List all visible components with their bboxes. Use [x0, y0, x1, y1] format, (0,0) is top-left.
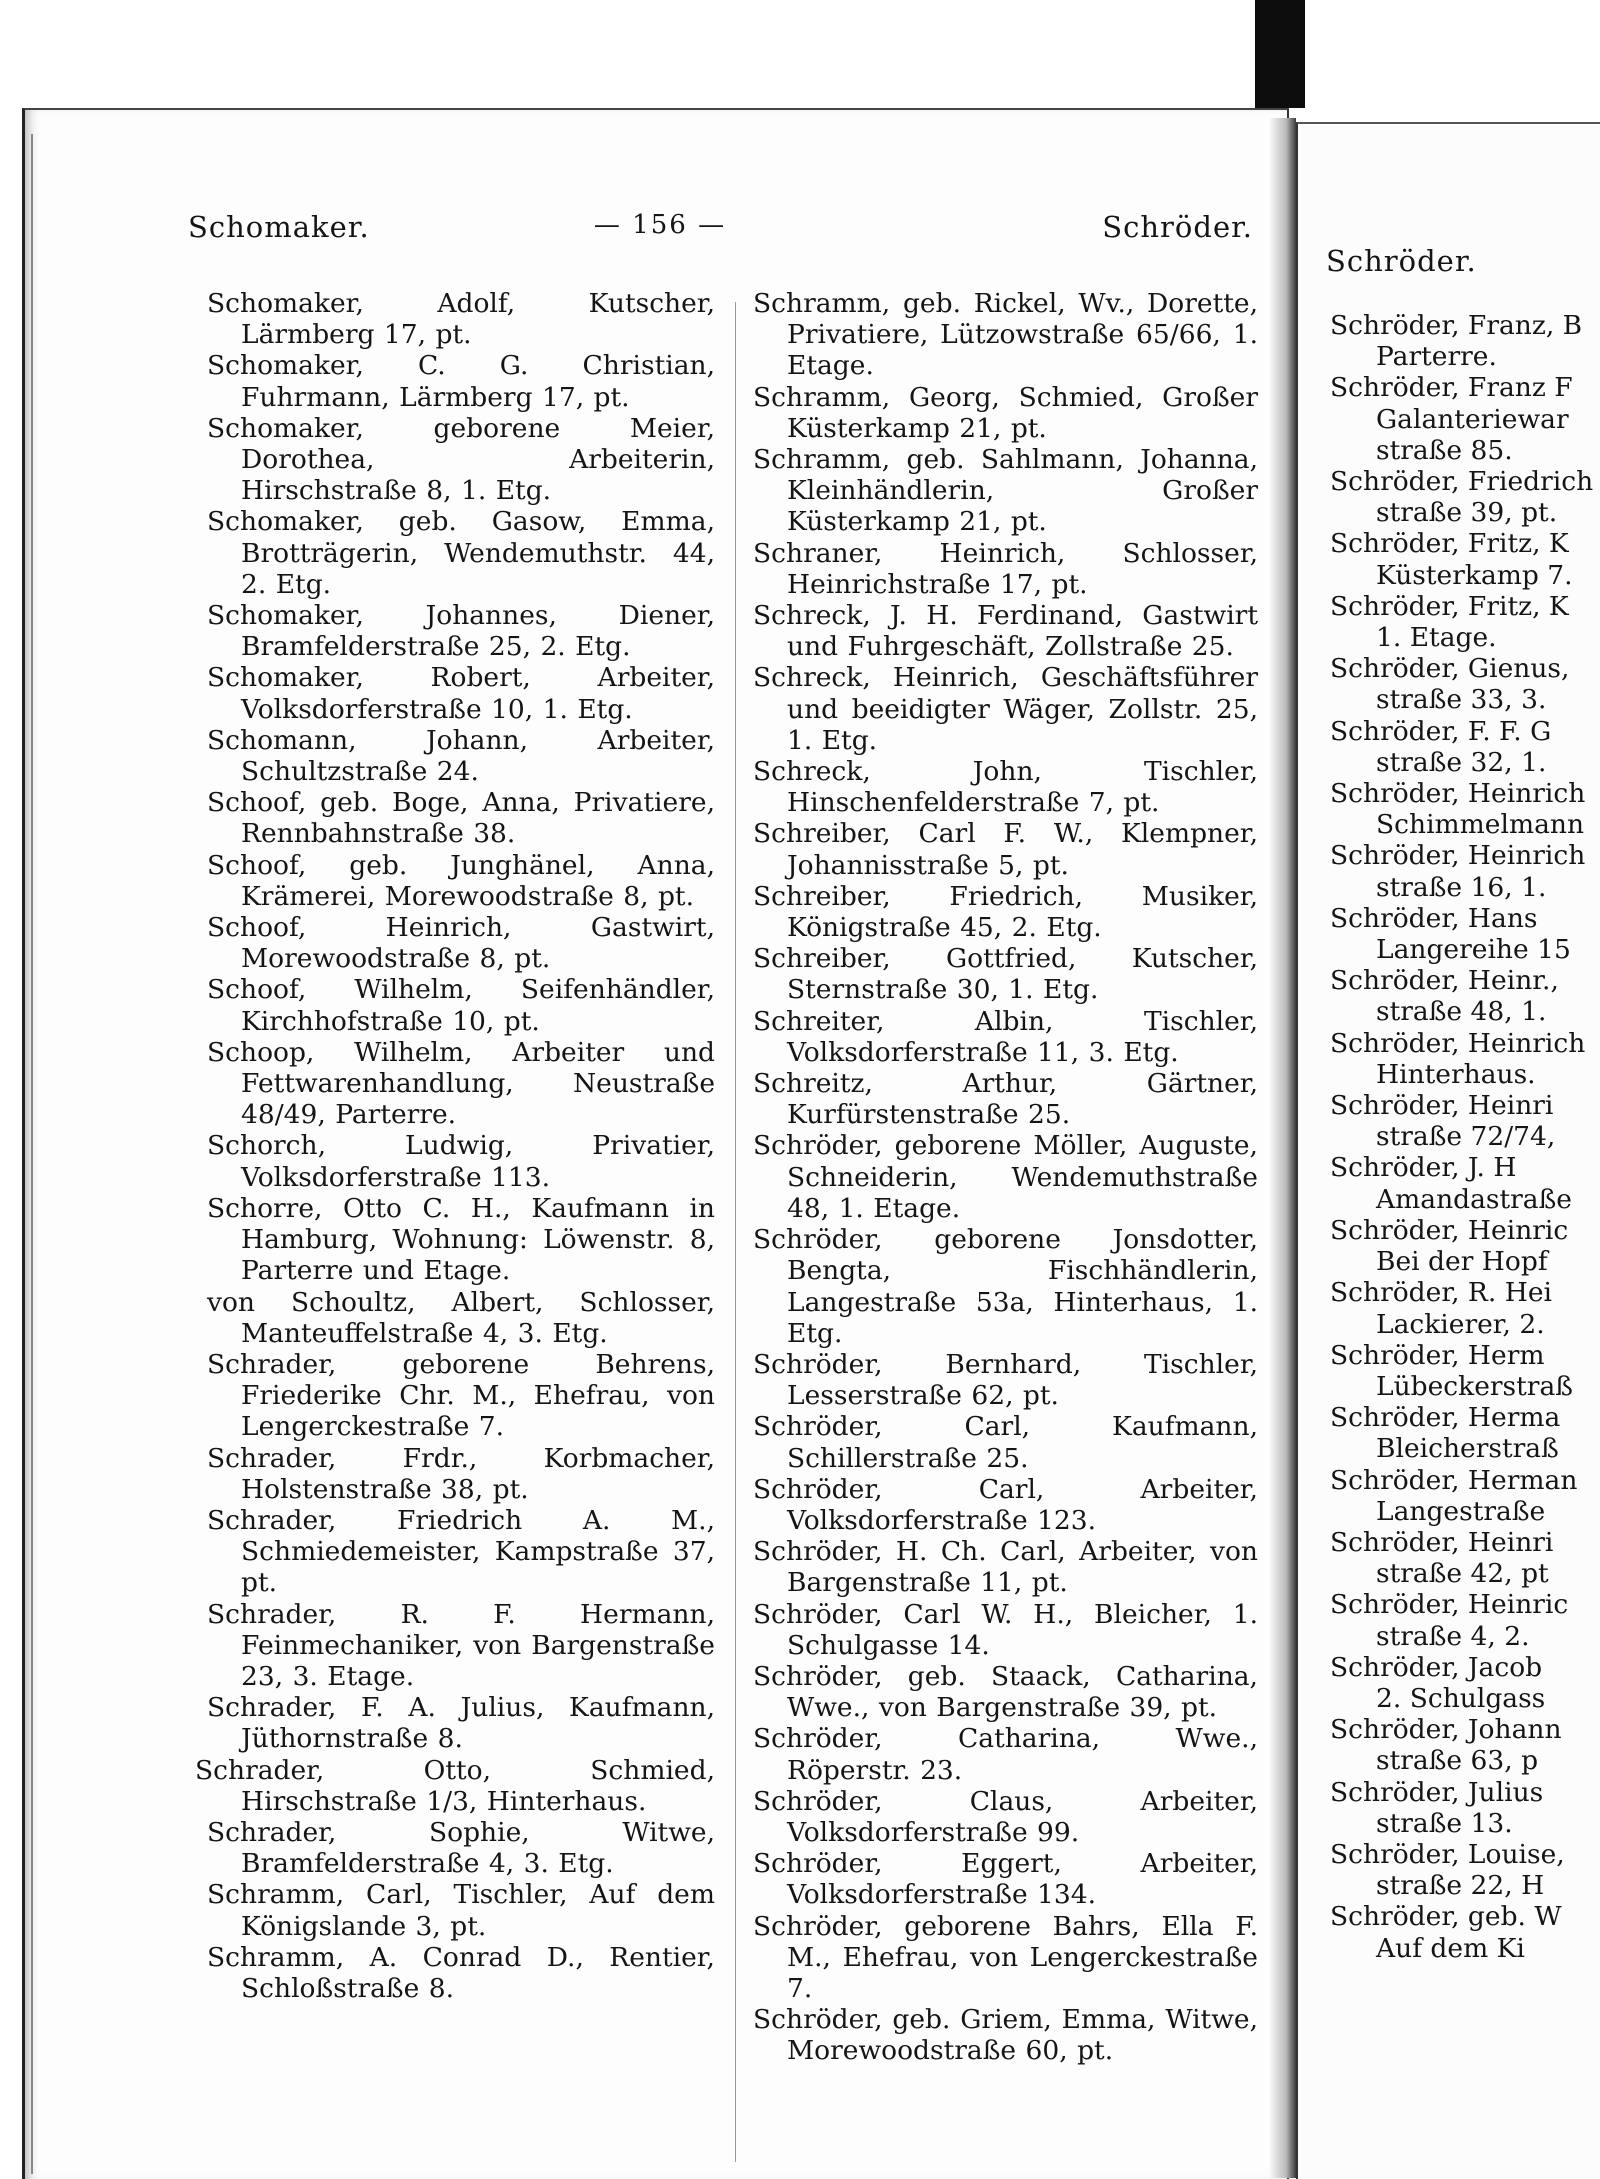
directory-entry: Schreck, J. H. Ferdinand, Gastwirt und Fuhrgeschäft, Zollstraße 25. — [753, 600, 1258, 663]
adjacent-entry-line: Parterre. — [1376, 341, 1497, 373]
adjacent-entry-line: Schröder, Franz F — [1330, 372, 1573, 404]
directory-entry: Schomaker, Robert, Arbeiter, Volksdorferstraße 10, 1. Etg. — [207, 662, 715, 725]
directory-entry: Schreiter, Albin, Tischler, Volksdorferstraße 11, 3. Etg. — [753, 1005, 1258, 1068]
adjacent-entry-line: Schröder, Heinri — [1330, 1090, 1554, 1122]
book-gutter — [1268, 118, 1296, 2178]
directory-entry: Schorch, Ludwig, Privatier, Volksdorferstraße 113. — [207, 1130, 715, 1193]
adjacent-entry-line: straße 13. — [1376, 1807, 1513, 1839]
adjacent-entry-line: Schröder, Heinrich — [1330, 1027, 1586, 1059]
directory-entry: Schramm, A. Conrad D., Rentier, Schloßstraße 8. — [207, 1941, 715, 2004]
adjacent-entry-line: Schröder, Herm — [1330, 1339, 1545, 1371]
adjacent-entry-line: Lackierer, 2. — [1376, 1308, 1545, 1340]
column-divider — [735, 302, 736, 2162]
adjacent-entry-line: Schröder, Heinrich — [1330, 778, 1586, 810]
directory-entry: Schröder, Carl W. H., Bleicher, 1. Schulgasse 14. — [753, 1598, 1258, 1661]
adjacent-entry-line: Schröder, Hans — [1330, 902, 1538, 934]
adjacent-entry-line: straße 33, 3. — [1376, 684, 1547, 716]
adjacent-entry-line: Schröder, Heinri — [1330, 1526, 1554, 1558]
adjacent-entry-line: Schröder, Fritz, K — [1330, 590, 1569, 622]
adjacent-entry-line: Schröder, Johann — [1330, 1714, 1562, 1746]
adjacent-entry-line: Schröder, Louise, — [1330, 1838, 1565, 1870]
adjacent-entry-line: straße 42, pt — [1376, 1558, 1549, 1590]
adjacent-entry-line: Schröder, Heinric — [1330, 1214, 1569, 1246]
adjacent-entry-line: Schröder, Franz, B — [1330, 310, 1583, 341]
adjacent-entry-line: Schröder, J. H — [1330, 1152, 1517, 1184]
directory-entry: Schomaker, C. G. Christian, Fuhrmann, Lärmberg 17, pt. — [207, 350, 715, 413]
adjacent-entry-line: Amandastraße — [1376, 1183, 1572, 1215]
adjacent-entry-line: Bei der Hopf — [1376, 1246, 1548, 1278]
directory-entry: Schreiber, Gottfried, Kutscher, Sternstraße 30, 1. Etg. — [753, 943, 1258, 1006]
adjacent-entry-line: Schröder, Heinric — [1330, 1589, 1569, 1621]
adjacent-entry-line: Schröder, Heinrich — [1330, 840, 1586, 872]
directory-entry: Schröder, H. Ch. Carl, Arbeiter, von Bargenstraße 11, pt. — [753, 1536, 1258, 1599]
adjacent-entry-line: Schröder, Heinr., — [1330, 965, 1559, 997]
running-head-left: Schomaker. — [188, 210, 370, 244]
directory-entry: Schröder, Catharina, Wwe., Röperstr. 23. — [753, 1723, 1258, 1786]
directory-entry: Schröder, geb. Griem, Emma, Witwe, Morewoodstraße 60, pt. — [753, 2004, 1258, 2067]
directory-entry: Schreck, Heinrich, Geschäftsführer und beeidigter Wäger, Zollstr. 25, 1. Etg. — [753, 662, 1258, 756]
directory-entry: Schoof, Wilhelm, Seifenhändler, Kirchhofstraße 10, pt. — [207, 974, 715, 1037]
adjacent-entry-line: Schröder, Friedrich — [1330, 466, 1594, 498]
adjacent-entry-line: straße 85. — [1376, 434, 1513, 466]
directory-entry: Schomaker, Adolf, Kutscher, Lärmberg 17, pt. — [207, 288, 715, 351]
directory-entry: Schreck, John, Tischler, Hinschenfelderstraße 7, pt. — [753, 756, 1258, 819]
directory-entry: Schröder, Claus, Arbeiter, Volksdorferstraße 99. — [753, 1785, 1258, 1848]
directory-column-left — [195, 288, 715, 2004]
adjacent-entry-line: Schröder, Gienus, — [1330, 653, 1570, 685]
adjacent-entry-line: straße 4, 2. — [1376, 1620, 1530, 1652]
directory-entry: Schreiber, Carl F. W., Klempner, Johannisstraße 5, pt. — [753, 818, 1258, 881]
adjacent-entry-line: Hinterhaus. — [1376, 1058, 1536, 1090]
adjacent-column — [1330, 310, 1600, 1964]
directory-entry: Schramm, Carl, Tischler, Auf dem Königslande 3, pt. — [207, 1879, 715, 1942]
running-head-right: Schröder. — [1102, 210, 1253, 244]
adjacent-entry-line: Bleicherstraß — [1376, 1433, 1559, 1465]
adjacent-entry-line: Galanteriewar — [1376, 403, 1569, 435]
directory-entry: Schoop, Wilhelm, Arbeiter und Fettwarenhandlung, Neustraße 48/49, Parterre. — [207, 1036, 715, 1131]
page-edge — [31, 134, 33, 2174]
adjacent-entry-line: straße 16, 1. — [1376, 871, 1547, 903]
page-number: — 156 — — [593, 210, 727, 240]
directory-column-right — [753, 288, 1258, 2067]
adjacent-entry-line: Langereihe 15 — [1376, 934, 1571, 966]
adjacent-page — [1296, 122, 1600, 2179]
adjacent-entry-line: straße 72/74, — [1376, 1121, 1556, 1153]
directory-entry: Schoof, geb. Junghänel, Anna, Krämerei, Morewoodstraße 8, pt. — [207, 849, 715, 912]
directory-entry: Schreiber, Friedrich, Musiker, Königstraße 45, 2. Etg. — [753, 880, 1258, 944]
adjacent-entry-line: Schröder, F. F. G — [1330, 715, 1552, 747]
directory-entry: Schröder, Eggert, Arbeiter, Volksdorferstraße 134. — [753, 1848, 1258, 1911]
adjacent-entry-line: straße 39, pt. — [1376, 497, 1558, 529]
directory-entry: Schröder, geb. Staack, Catharina, Wwe., von Bargenstraße 39, pt. — [753, 1660, 1258, 1724]
directory-entry: Schrader, geborene Behrens, Friederike Chr. M., Ehefrau, von Lengerckestraße 7. — [207, 1348, 715, 1443]
adjacent-entry-line: straße 63, p — [1376, 1745, 1539, 1777]
adjacent-entry-line: 2. Schulgass — [1376, 1682, 1546, 1714]
directory-entry: Schoof, geb. Boge, Anna, Privatiere, Rennbahnstraße 38. — [207, 787, 715, 850]
directory-entry: Schramm, Georg, Schmied, Großer Küsterkamp 21, pt. — [753, 381, 1258, 444]
directory-entry: Schramm, geb. Rickel, Wv., Dorette, Privatiere, Lützowstraße 65/66, 1. Etage. — [753, 288, 1258, 382]
book-spread — [0, 108, 1600, 2177]
adjacent-entry-line: straße 32, 1. — [1376, 746, 1547, 778]
directory-entry: Schomaker, geb. Gasow, Emma, Brotträgerin, Wendemuthstr. 44, 2. Etg. — [207, 506, 715, 600]
directory-entry: Schröder, geborene Jonsdotter, Bengta, Fischhändlerin, Langestraße 53a, Hinterhaus, 1. Etg. — [753, 1224, 1258, 1349]
adjacent-entry-line: Schröder, Jacob — [1330, 1651, 1543, 1683]
adjacent-entry-line: Schröder, Fritz, K — [1330, 528, 1569, 560]
adjacent-entry-line: Schröder, geb. W — [1330, 1901, 1562, 1933]
directory-entry: Schröder, Carl, Kaufmann, Schillerstraße 25. — [753, 1411, 1258, 1474]
directory-entry: Schomaker, Johannes, Diener, Bramfelderstraße 25, 2. Etg. — [207, 600, 715, 663]
directory-entry: Schrader, F. A. Julius, Kaufmann, Jüthornstraße 8. — [207, 1692, 715, 1755]
directory-entry: Schorre, Otto C. H., Kaufmann in Hamburg, Wohnung: Löwenstr. 8, Parterre und Etage. — [207, 1192, 715, 1287]
directory-entry: Schrader, Frdr., Korbmacher, Holstenstraße 38, pt. — [207, 1442, 715, 1505]
adjacent-entry-line: Schröder, Herman — [1330, 1464, 1578, 1496]
directory-entry: Schröder, geborene Bahrs, Ella F. M., Ehefrau, von Lengerckestraße 7. — [753, 1910, 1258, 2004]
adjacent-entry-line: straße 48, 1. — [1376, 996, 1547, 1028]
directory-entry: Schröder, geborene Möller, Auguste, Schneiderin, Wendemuthstraße 48, 1. Etage. — [753, 1130, 1258, 1224]
adjacent-running-head: Schröder. — [1326, 244, 1477, 278]
directory-entry: Schrader, Sophie, Witwe, Bramfelderstraße 4, 3. Etg. — [207, 1816, 715, 1880]
adjacent-entry-line: Auf dem Ki — [1376, 1932, 1525, 1964]
directory-entry: Schomann, Johann, Arbeiter, Schultzstraße 24. — [207, 724, 715, 788]
adjacent-entry-line: Schröder, Herma — [1330, 1402, 1561, 1434]
directory-entry: Schrader, Friedrich A. M., Schmiedemeister, Kampstraße 37, pt. — [207, 1504, 715, 1599]
adjacent-entry-line: straße 22, H — [1376, 1870, 1545, 1902]
directory-entry: Schoof, Heinrich, Gastwirt, Morewoodstraße 8, pt. — [207, 912, 715, 975]
directory-entry: von Schoultz, Albert, Schlosser, Manteuffelstraße 4, 3. Etg. — [207, 1286, 715, 1349]
directory-entry: Schröder, Carl, Arbeiter, Volksdorferstraße 123. — [753, 1473, 1258, 1536]
directory-entry: Schrader, R. F. Hermann, Feinmechaniker, von Bargenstraße 23, 3. Etage. — [207, 1598, 715, 1692]
adjacent-entry-line: Lübeckerstraß — [1376, 1370, 1573, 1402]
adjacent-entry-line: Schröder, Julius — [1330, 1776, 1544, 1808]
adjacent-entry-line: Küsterkamp 7. — [1376, 559, 1573, 591]
adjacent-entry-line: Schimmelmann — [1376, 809, 1585, 841]
adjacent-entry-line: Langestraße — [1376, 1495, 1546, 1527]
adjacent-entry-line: 1. Etage. — [1376, 622, 1497, 654]
directory-entry: Schraner, Heinrich, Schlosser, Heinrichstraße 17, pt. — [753, 537, 1258, 600]
directory-page — [22, 108, 1289, 2179]
directory-entry: Schreitz, Arthur, Gärtner, Kurfürstenstraße 25. — [753, 1068, 1258, 1131]
directory-entry: Schröder, Bernhard, Tischler, Lesserstraße 62, pt. — [753, 1348, 1258, 1412]
directory-entry: Schrader, Otto, Schmied, Hirschstraße 1/3, Hinterhaus. — [195, 1754, 715, 1817]
adjacent-entry-line: Schröder, R. Hei — [1330, 1277, 1553, 1309]
directory-entry: Schramm, geb. Sahlmann, Johanna, Kleinhändlerin, Großer Küsterkamp 21, pt. — [753, 444, 1258, 538]
directory-entry: Schomaker, geborene Meier, Dorothea, Arbeiterin, Hirschstraße 8, 1. Etg. — [207, 412, 715, 507]
